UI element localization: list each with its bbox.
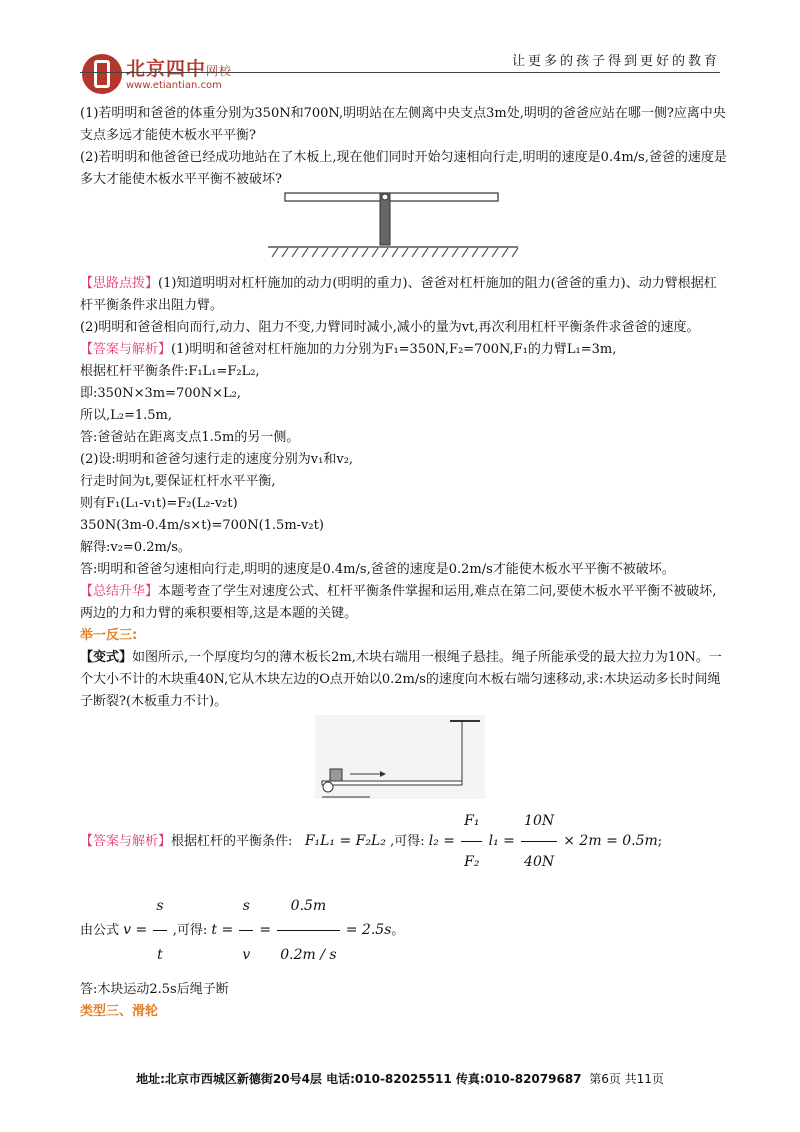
answer-line-8: 350N(3m-0.4m/s×t)=700N(1.5m-v₂t) — [80, 518, 324, 533]
answer-line-7: 则有F₁(L₁-v₁t)=F₂(L₂-v₂t) — [80, 496, 238, 511]
fraction-s-t: $\frac{s}{t}$ — [153, 882, 166, 979]
seesaw-diagram — [80, 191, 728, 273]
extension-answer-tag: 【答案与解析】 — [80, 834, 172, 849]
answer-line-3: 所以,L₂=1.5m, — [80, 408, 173, 423]
hinge-o — [323, 782, 333, 792]
fraction-s-v: $\frac{s}{v}$ — [239, 882, 253, 979]
fraction-values: $\frac{0.5m}{0.2m / s}$ — [277, 882, 339, 979]
page-footer — [0, 1070, 800, 1087]
fraction-f1-f2: $\frac{\text{F₁}}{\text{F₂}}$ — [461, 801, 482, 882]
wooden-board — [322, 781, 462, 785]
answer-line-4: 答:爸爸站在距离支点1.5m的另一侧。 — [80, 430, 300, 445]
question-part1: (1)若明明和爸爸的体重分别为350N和700N,明明站在左侧离中央支点3m处,明明的爸爸应站在哪一侧?应离中央支点多远才能使木板水平平衡? — [80, 106, 726, 143]
answer-line-0: 【答案与解析】(1)明明和爸爸对杠杆施加的力分别为F₁=350N,F₂=700N,F₁的力臂L₁=3m, — [80, 342, 617, 357]
extension-answer-1: 【答案与解析】根据杠杆的平衡条件: F₁L₁ = F₂L₂ ,可得: l₂ = $\frac{\text{F₁}}{\text{F₂}}$ l₁ = $\frac{10N}{40N}$ × 2m = 0.5m; — [80, 801, 728, 882]
page-content — [80, 103, 728, 1023]
answer-line-9: 解得:v₂=0.2m/s。 — [80, 540, 191, 555]
answer-line-10: 答:明明和爸爸匀速相向行走,明明的速度是0.4m/s,爸爸的速度是0.2m/s才能使木板水平平衡不被破坏。 — [80, 562, 675, 577]
page-header — [80, 40, 720, 102]
answer-line-5: (2)设:明明和爸爸匀速行走的速度分别为v₁和v₂, — [80, 452, 354, 467]
board-diagram — [80, 713, 728, 801]
extension-final: 答:木块运动2.5s后绳子断 — [80, 982, 229, 997]
answer-line-6: 行走时间为t,要保证杠杆水平平衡, — [80, 474, 276, 489]
summary-tag: 【总结升华】 — [80, 584, 159, 599]
logo — [80, 40, 300, 98]
logo-emblem-icon — [82, 54, 122, 94]
fraction-10n-40n: $\frac{10N}{40N}$ — [521, 801, 557, 882]
extension-question: 【变式】如图所示,一个厚度均匀的薄木板长2m,木块右端用一根绳子悬挂。绳子所能承受的最大拉力为10N。一个大小不计的木块重40N,它从木块左边的O点开始以0.2m/s的速度向木板右端匀速移动,求:木块运动多长时间绳子断裂?(木板重力不计)。 — [80, 650, 722, 709]
figure-background — [315, 715, 485, 799]
extension-tag: 【变式】 — [80, 650, 133, 665]
pivot-point — [382, 194, 388, 200]
answer-tag: 【答案与解析】 — [80, 342, 172, 357]
extension-heading: 举一反三: — [80, 628, 138, 643]
page-number: 第6页 共11页 — [589, 1072, 664, 1086]
hint-text-2: (2)明明和爸爸相向而行,动力、阻力不变,力臂同时减小,减小的量为vt,再次利用杠杆平衡条件求爸爸的速度。 — [80, 320, 700, 335]
answer-line-2: 即:350N×3m=700N×L₂, — [80, 386, 242, 401]
wooden-block — [330, 769, 342, 781]
pivot-post — [380, 193, 390, 245]
hint-tag: 【思路点拨】 — [80, 276, 159, 291]
extension-answer-2: 由公式 v = $\frac{s}{t}$ ,可得: t = $\frac{s}{v}$ = $\frac{0.5m}{0.2m / s}$ = 2.5s。 — [80, 882, 728, 979]
ground-hatching — [272, 248, 518, 257]
footer-address: 地址:北京市西城区新德街20号4层 电话:010-82025511 传真:010-82079687 — [136, 1072, 582, 1086]
summary-paragraph: 【总结升华】本题考查了学生对速度公式、杠杆平衡条件掌握和运用,难点在第二问,要使木板水平平衡不被破坏,两边的力和力臂的乘积要相等,这是本题的关键。 — [80, 584, 717, 621]
hint-paragraph — [80, 273, 728, 317]
logo-brand: 北京四中网校 — [126, 58, 233, 80]
hint-text-1: (1)知道明明对杠杆施加的动力(明明的重力)、爸爸对杠杆施加的阻力(爸爸的重力)、动力臂根据杠杆平衡条件求出阻力臂。 — [80, 276, 717, 313]
header-divider — [80, 72, 720, 73]
question-part2: (2)若明明和他爸爸已经成功地站在了木板上,现在他们同时开始匀速相向行走,明明的速度是0.4m/s,爸爸的速度是多大才能使木板水平平衡不被破坏? — [80, 150, 727, 187]
slogan: 让更多的孩子得到更好的教育 — [511, 54, 720, 69]
seesaw-figure — [80, 191, 728, 273]
plank — [285, 193, 498, 201]
answer-line-1: 根据杠杆平衡条件:F₁L₁=F₂L₂, — [80, 364, 260, 379]
balance-equation: F₁L₁ = F₂L₂ — [304, 833, 386, 849]
next-section-heading: 类型三、滑轮 — [80, 1004, 159, 1019]
board-figure — [80, 713, 728, 801]
logo-url: www.etiantian.com — [126, 80, 222, 91]
